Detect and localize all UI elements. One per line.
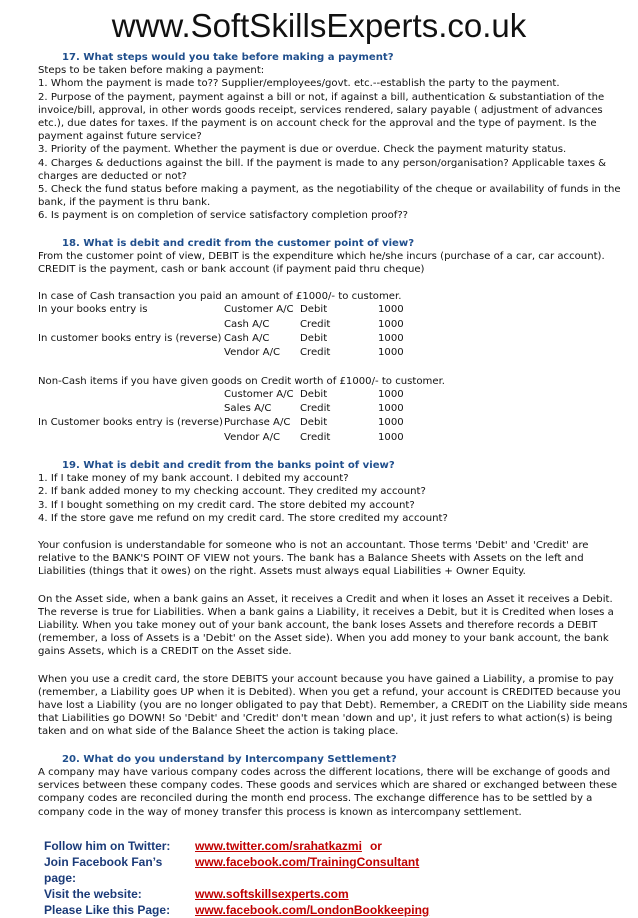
document-body (38, 51, 628, 819)
table-row: In Customer books entry is (reverse) Purchase A/C Debit 1000 (38, 417, 404, 429)
table-row: In customer books entry is (reverse) Cash A/C Debit 1000 (38, 333, 404, 345)
twitter-link[interactable]: www.twitter.com/srahatkazmi (195, 839, 362, 853)
q19-list-item: 4. If the store gave me refund on my credit card. The store credited my account? (38, 512, 448, 524)
q19-list-item: 2. If bank added money to my checking account. They credited my account? (38, 486, 426, 498)
table-row: Cash A/C Credit 1000 (224, 318, 404, 330)
question-18-title: 18. What is debit and credit from the customer point of view? (62, 237, 415, 249)
q19-list-item: 3. If I bought something on my credit card. The store debited my account? (38, 499, 415, 511)
footer-website-row (44, 886, 634, 902)
or-text: or (369, 839, 382, 853)
footer-facebook-row (44, 854, 634, 886)
site-title: www.SoftSkillsExperts.co.uk (111, 7, 527, 44)
q20-text: A company may have various company codes across the different locations, there will be exchange of goods and services between these company codes. These goods and services which are shared or exchanged between these company codes are reconciled during the month end process. The exchange difference has to be settled by a company code in the way of money transfer this process is known as intercompany settlement. (38, 766, 618, 818)
q18-intro: From the customer point of view, DEBIT is the expenditure which he/she incurs (purchase of a car, car account). CREDIT is the payment, cash or bank account (if payment paid thru cheque) (38, 250, 605, 276)
cash-entries-table (38, 303, 438, 360)
website-link[interactable]: www.softskillsexperts.com (195, 887, 349, 901)
q18-noncash-intro: Non-Cash items if you have given goods on Credit worth of £1000/- to customer. (38, 375, 446, 387)
question-20-title: 20. What do you understand by Intercompany Settlement? (62, 753, 397, 765)
footer-twitter-row (44, 838, 634, 854)
q19-paragraph: On the Asset side, when a bank gains an Asset, it receives a Credit and when it loses an Asset it receives a Debit. The reverse is true for Liabilities. When a bank gains a Liability, it receives a Debit, but it is Credited when loses a Liability. When you take money out of your bank account, the bank loses Assets and therefore records a DEBIT (remember, a loss of Assets is a 'Debit' on the Asset side). When you add money to your bank account, the bank gains Assets, which is a CREDIT on the Asset side. (38, 593, 614, 658)
q17-line: 5. Check the fund status before making a payment, as the negotiability of the cheque or availability of funds in the bank, if the payment is thru bank. (38, 184, 621, 209)
table-row: In your books entry is Customer A/C Debit 1000 (38, 304, 404, 316)
q17-line: 1. Whom the payment is made to?? Supplier/employees/govt. etc.--establish the party to the payment. (38, 78, 560, 90)
facebook-label: Join Facebook Fan’s page: (44, 855, 163, 885)
q17-line: 2. Purpose of the payment, payment against a bill or not, if against a bill, authentication & substantiation of the invoice/bill, approval, in other words goods receipt, services rendered, salary payable ( adjustment of advances etc.), due dates for taxes. If the payment is on account check for the approval and the type of payment. Is the payment against future service? (38, 91, 605, 143)
question-19-title: 19. What is debit and credit from the banks point of view? (62, 460, 395, 472)
q17-line: 6. Is payment is on completion of service satisfactory completion proof?? (38, 210, 409, 222)
q17-line: 3. Priority of the payment. Whether the payment is due or overdue. Check the payment maturity status. (38, 144, 567, 156)
like-label: Please Like this Page: (44, 903, 171, 917)
table-row: Vendor A/C Credit 1000 (224, 347, 404, 359)
q19-list-item: 1. If I take money of my bank account. I debited my account? (38, 473, 349, 485)
table-row: Vendor A/C Credit 1000 (224, 431, 404, 443)
website-label: Visit the website: (44, 887, 142, 901)
footer-like-row (44, 902, 634, 918)
table-row: Sales A/C Credit 1000 (224, 403, 404, 415)
noncash-entries-table (38, 388, 438, 445)
q17-line: 4. Charges & deductions against the bill. If the payment is made to any person/organisation? Applicable taxes & charges are deducted or not? (38, 157, 607, 182)
table-row: Customer A/C Debit 1000 (224, 388, 404, 400)
q18-cash-intro: In case of Cash transaction you paid an amount of £1000/- to customer. (38, 291, 402, 303)
question-17-title: 17. What steps would you take before making a payment? (62, 52, 394, 63)
q19-paragraph: When you use a credit card, the store DEBITS your account because you have gained a Liability, a promise to pay (remember, a Liability goes UP when it is Debited). When you get a refund, your account is CREDITED because you have lost a Liability (you are no longer obligated to pay that Debt). Remember, a CREDIT on the Liability side means that Liabilities go DOWN! So 'Debit' and 'Credit' don't mean 'down and up', it just refers to what action(s) is being taken and on what side of the Balance Sheet the action is taking place. (38, 673, 628, 738)
q19-paragraph: Your confusion is understandable for someone who is not an accountant. Those terms 'Debit' and 'Credit' are relative to the BANK'S POINT OF VIEW not yours. The bank has a Balance Sheets with Assets on the left and Liabilities (things that it owes) on the right. Assets must always equal Liabilities + Owner Equity. (38, 540, 589, 578)
facebook-link[interactable]: www.facebook.com/TrainingConsultant (195, 855, 420, 869)
footer (44, 838, 634, 918)
q17-line: Steps to be taken before making a payment: (38, 65, 265, 77)
like-page-link[interactable]: www.facebook.com/LondonBookkeeping (195, 903, 430, 917)
twitter-label: Follow him on Twitter: (44, 839, 171, 853)
